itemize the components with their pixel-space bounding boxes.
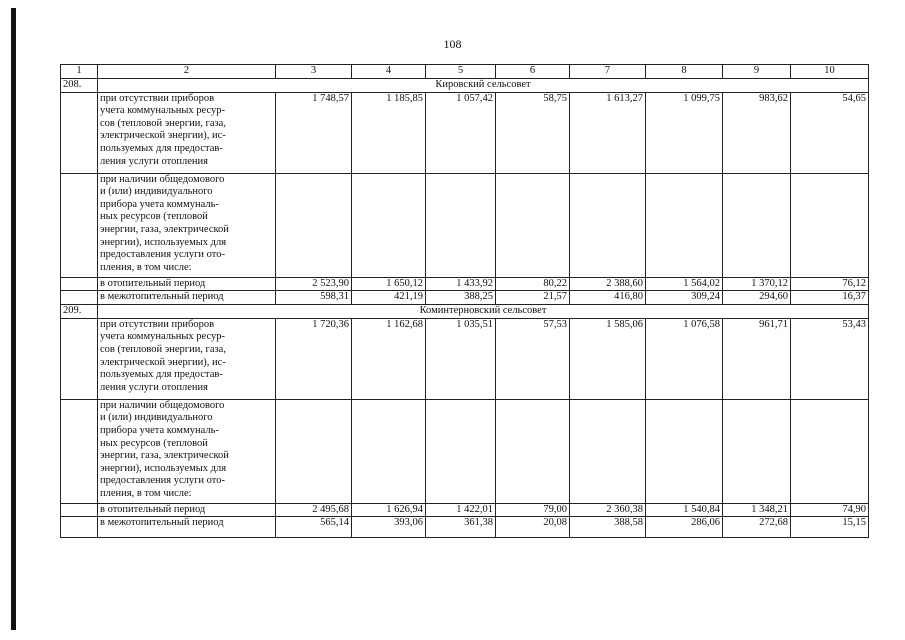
value-cell: 76,12 xyxy=(791,277,869,291)
value-cell: 1 626,94 xyxy=(352,503,426,517)
value-cell: 421,19 xyxy=(352,291,426,305)
value-cell xyxy=(723,173,791,277)
empty-cell xyxy=(61,92,98,173)
value-cell: 309,24 xyxy=(646,291,723,305)
value-cell: 58,75 xyxy=(496,92,570,173)
value-cell: 272,68 xyxy=(723,517,791,538)
column-header: 7 xyxy=(570,65,646,79)
row-label: в межотопительный период xyxy=(98,517,276,538)
value-cell: 1 035,51 xyxy=(426,318,496,399)
row-label: при наличии общедомового и (или) индивидуального прибора учета коммуналь- ных ресурсов (тепловой энергии, газа, электрической энергии), используемых для предоставления услуги ото- пления, в том числе: xyxy=(98,399,276,503)
value-cell: 1 585,06 xyxy=(570,318,646,399)
value-cell: 16,37 xyxy=(791,291,869,305)
section-number: 209. xyxy=(61,304,98,318)
value-cell xyxy=(496,399,570,503)
empty-cell xyxy=(61,503,98,517)
value-cell: 388,58 xyxy=(570,517,646,538)
value-cell xyxy=(723,399,791,503)
table-row xyxy=(61,517,869,538)
value-cell: 1 433,92 xyxy=(426,277,496,291)
row-label: при отсутствии приборов учета коммунальных ресур- сов (тепловой энергии, газа, электрической энергии), ис- пользуемых для предостав- ления услуги отопления xyxy=(98,92,276,173)
value-cell: 1 076,58 xyxy=(646,318,723,399)
value-cell: 15,15 xyxy=(791,517,869,538)
table-row xyxy=(61,92,869,173)
value-cell xyxy=(791,399,869,503)
value-cell: 2 360,38 xyxy=(570,503,646,517)
value-cell: 983,62 xyxy=(723,92,791,173)
row-label: в межотопительный период xyxy=(98,291,276,305)
scan-edge xyxy=(11,8,16,630)
value-cell: 1 540,84 xyxy=(646,503,723,517)
empty-cell xyxy=(61,173,98,277)
value-cell: 20,08 xyxy=(496,517,570,538)
column-header: 8 xyxy=(646,65,723,79)
table-row xyxy=(61,399,869,503)
page-number: 108 xyxy=(443,37,462,51)
value-cell: 2 523,90 xyxy=(276,277,352,291)
empty-cell xyxy=(61,291,98,305)
row-label: при наличии общедомового и (или) индивидуального прибора учета коммуналь- ных ресурсов (тепловой энергии, газа, электрической энергии), используемых для предоставления услуги ото- пления, в том числе: xyxy=(98,173,276,277)
value-cell: 1 185,85 xyxy=(352,92,426,173)
value-cell xyxy=(276,173,352,277)
column-header: 2 xyxy=(98,65,276,79)
value-cell: 57,53 xyxy=(496,318,570,399)
value-cell: 1 422,01 xyxy=(426,503,496,517)
value-cell xyxy=(496,173,570,277)
value-cell: 2 495,68 xyxy=(276,503,352,517)
column-header: 5 xyxy=(426,65,496,79)
value-cell xyxy=(791,173,869,277)
value-cell: 565,14 xyxy=(276,517,352,538)
value-cell: 1 057,42 xyxy=(426,92,496,173)
value-cell: 416,80 xyxy=(570,291,646,305)
value-cell xyxy=(426,173,496,277)
column-header: 9 xyxy=(723,65,791,79)
column-header: 6 xyxy=(496,65,570,79)
value-cell xyxy=(426,399,496,503)
value-cell: 2 388,60 xyxy=(570,277,646,291)
value-cell: 80,22 xyxy=(496,277,570,291)
section-number: 208. xyxy=(61,78,98,92)
value-cell: 1 613,27 xyxy=(570,92,646,173)
row-label: в отопительный период xyxy=(98,277,276,291)
value-cell: 74,90 xyxy=(791,503,869,517)
value-cell: 286,06 xyxy=(646,517,723,538)
table-row xyxy=(61,318,869,399)
value-cell: 79,00 xyxy=(496,503,570,517)
section-header-row xyxy=(61,304,869,318)
value-cell: 54,65 xyxy=(791,92,869,173)
value-cell xyxy=(570,173,646,277)
section-title: Коминтерновский сельсовет xyxy=(98,304,869,318)
value-cell: 1 720,36 xyxy=(276,318,352,399)
value-cell xyxy=(570,399,646,503)
value-cell: 598,31 xyxy=(276,291,352,305)
table-row xyxy=(61,291,869,305)
value-cell: 21,57 xyxy=(496,291,570,305)
empty-cell xyxy=(61,399,98,503)
value-cell: 388,25 xyxy=(426,291,496,305)
value-cell: 294,60 xyxy=(723,291,791,305)
value-cell xyxy=(646,173,723,277)
value-cell: 961,71 xyxy=(723,318,791,399)
table-row xyxy=(61,277,869,291)
value-cell: 1 162,68 xyxy=(352,318,426,399)
column-header-row xyxy=(61,65,869,79)
value-cell: 1 650,12 xyxy=(352,277,426,291)
row-label: в отопительный период xyxy=(98,503,276,517)
column-header: 1 xyxy=(61,65,98,79)
empty-cell xyxy=(61,277,98,291)
section-header-row xyxy=(61,78,869,92)
row-label: при отсутствии приборов учета коммунальных ресур- сов (тепловой энергии, газа, электрической энергии), ис- пользуемых для предостав- ления услуги отопления xyxy=(98,318,276,399)
tariff-table xyxy=(60,64,869,538)
column-header: 3 xyxy=(276,65,352,79)
table-row xyxy=(61,173,869,277)
empty-cell xyxy=(61,517,98,538)
value-cell: 1 748,57 xyxy=(276,92,352,173)
section-title: Кировский сельсовет xyxy=(98,78,869,92)
value-cell xyxy=(276,399,352,503)
value-cell xyxy=(646,399,723,503)
value-cell xyxy=(352,399,426,503)
table-row xyxy=(61,503,869,517)
empty-cell xyxy=(61,318,98,399)
value-cell: 1 099,75 xyxy=(646,92,723,173)
value-cell xyxy=(352,173,426,277)
value-cell: 393,06 xyxy=(352,517,426,538)
value-cell: 1 370,12 xyxy=(723,277,791,291)
column-header: 10 xyxy=(791,65,869,79)
value-cell: 1 564,02 xyxy=(646,277,723,291)
value-cell: 1 348,21 xyxy=(723,503,791,517)
value-cell: 361,38 xyxy=(426,517,496,538)
value-cell: 53,43 xyxy=(791,318,869,399)
column-header: 4 xyxy=(352,65,426,79)
